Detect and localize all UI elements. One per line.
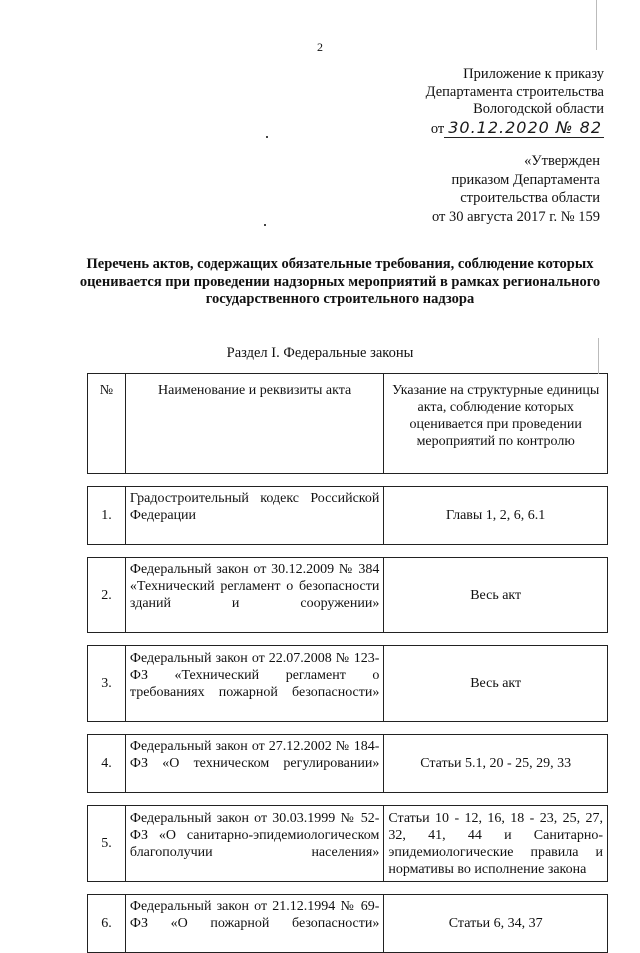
act-requirements: Весь акт — [384, 558, 608, 633]
approved-line-1: «Утвержден — [524, 153, 600, 169]
table-gap — [88, 882, 608, 895]
table-row — [88, 646, 608, 722]
row-number: 3. — [88, 646, 126, 722]
table-row — [88, 895, 608, 953]
act-requirements: Весь акт — [384, 646, 608, 722]
row-number: 2. — [88, 558, 126, 633]
act-requirements: Главы 1, 2, 6, 6.1 — [384, 487, 608, 545]
scan-speck — [264, 224, 266, 226]
act-name: Градостроительный кодекс Российской Федерации — [125, 487, 383, 545]
appendix-date-line — [426, 119, 604, 139]
approved-line-2: приказом Департамента — [451, 171, 600, 188]
row-number: 5. — [88, 806, 126, 882]
section-heading: Раздел I. Федеральные законы — [226, 345, 414, 361]
act-name: Федеральный закон от 21.12.1994 № 69-ФЗ «О пожарной безопасности» — [125, 895, 383, 953]
appendix-line-3: Вологодской области — [473, 101, 604, 117]
row-number: 1. — [88, 487, 126, 545]
approved-line-3: строительства области — [460, 190, 600, 206]
approved-block — [432, 152, 600, 226]
appendix-line-1: Приложение к приказу — [463, 66, 604, 82]
scan-edge-line — [598, 338, 599, 374]
appendix-date-prefix: от — [430, 120, 445, 137]
approved-line-4: от 30 августа 2017 г. № 159 — [431, 208, 600, 225]
page-number: 2 — [317, 40, 323, 54]
table-gap — [88, 633, 608, 646]
row-number: 6. — [88, 895, 126, 953]
table-row — [88, 806, 608, 882]
act-name: Федеральный закон от 30.12.2009 № 384 «Технический регламент о безопасности зданий и сооружении» — [125, 558, 383, 633]
table-gap — [88, 722, 608, 735]
scan-speck — [266, 136, 268, 138]
table-row — [88, 735, 608, 793]
act-name: Федеральный закон от 27.12.2002 № 184-ФЗ «О техническом регулировании» — [125, 735, 383, 793]
act-requirements: Статьи 6, 34, 37 — [384, 895, 608, 953]
table-gap — [88, 545, 608, 558]
table-row — [88, 487, 608, 545]
header-requirements: Указание на структурные единицы акта, соблюдение которых оценивается при проведении мероприятий по контролю — [384, 374, 608, 474]
table-gap — [88, 793, 608, 806]
appendix-block — [426, 66, 604, 138]
row-number: 4. — [88, 735, 126, 793]
acts-table — [87, 373, 608, 953]
table-gap — [88, 474, 608, 487]
act-requirements: Статьи 10 - 12, 16, 18 - 23, 25, 27, 32, 41, 44 и Санитарно-эпидемиологические правила и нормативы во исполнение закона — [384, 806, 608, 882]
act-name: Федеральный закон от 22.07.2008 № 123-ФЗ «Технический регламент о требованиях пожарной безопасности» — [125, 646, 383, 722]
scan-edge-line — [596, 0, 597, 50]
act-requirements: Статьи 5.1, 20 - 25, 29, 33 — [384, 735, 608, 793]
table-header-row — [88, 374, 608, 474]
table-row — [88, 558, 608, 633]
handwritten-date-number: 30.12.2020 № 82 — [444, 118, 604, 138]
act-name: Федеральный закон от 30.03.1999 № 52-ФЗ «О санитарно-эпидемиологическом благополучии населения» — [125, 806, 383, 882]
document-title: Перечень актов, содержащих обязательные требования, соблюдение которых оценивается при проведении надзорных мероприятий в рамках регионального государственного строительного надзора — [79, 256, 601, 307]
header-number: № — [88, 374, 126, 474]
appendix-line-2: Департамента строительства — [425, 83, 604, 100]
header-act-name: Наименование и реквизиты акта — [125, 374, 383, 474]
